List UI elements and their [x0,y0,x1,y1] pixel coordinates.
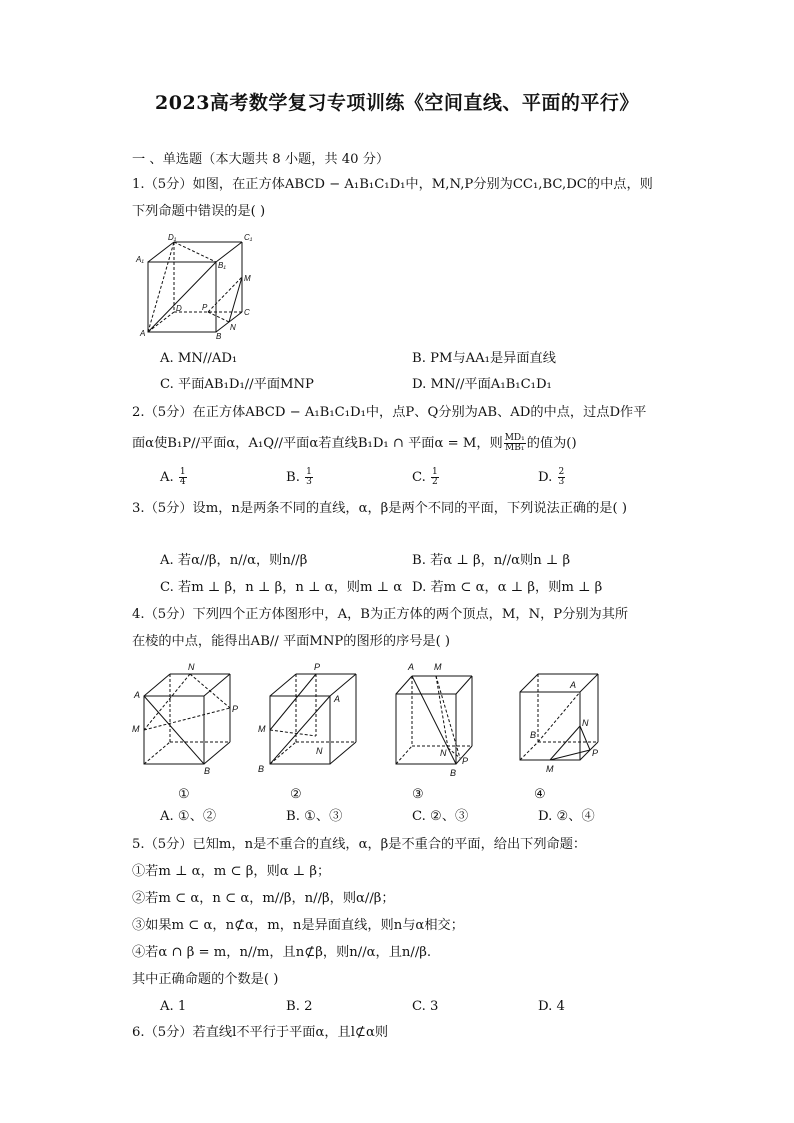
fig2-label-n: N [316,746,323,756]
q4-cube-figure-4 [510,664,610,778]
q5-item-1: ①若m ⊥ α，m ⊂ β，则α ⊥ β； [132,864,331,879]
q1-label-p: P [202,303,208,312]
q1-option-b: B. PM与AA₁是异面直线 [412,351,556,366]
q2-stem-line1: 2.（5分）在正方体ABCD − A₁B₁C₁D₁中，点P、Q分别为AB、AD的中点，过点D作平 [132,405,647,420]
q4-cube-figure-2 [256,660,366,778]
q1-stem-line2: 下列命题中错误的是( ) [132,204,266,219]
fig3-label-m: M [434,662,442,672]
fig4-label-m: M [546,764,554,774]
q1-option-a: A. MN//AD₁ [160,351,238,366]
q5-option-a: A. 1 [160,999,187,1014]
q1-stem-line1: 1.（5分）如图，在正方体ABCD − A₁B₁C₁D₁中，M,N,P分别为CC₁,BC,DC的中点，则 [132,177,653,192]
section-heading: 一 、单选题（本大题共 8 小题，共 40 分） [132,152,390,167]
q1-label-a: A [140,329,146,338]
q1-label-m: M [244,274,251,283]
fig3-label-b: B [450,768,457,778]
q4-stem-line1: 4.（5分）下列四个正方体图形中，A，B为正方体的两个顶点，M，N，P分别为其所 [132,607,629,622]
q1-label-c: C [244,308,250,317]
q2-ratio-fraction [504,434,526,453]
q4-option-a: A. ①、② [160,809,217,824]
option-fraction [558,468,566,487]
option-label: C. [412,470,426,485]
q4-stem-line2: 在棱的中点，能得出AB// 平面MNP的图形的序号是( ) [132,634,451,649]
q3-option-b: B. 若α ⊥ β，n//α则n ⊥ β [412,553,571,568]
fraction-numerator: 2 [558,467,565,477]
fig3-label-a: A [408,662,415,672]
q5-option-b: B. 2 [286,999,313,1014]
q4-fig-number-1: ① [178,787,190,802]
fig2-label-m: M [258,724,266,734]
fig1-label-p: P [232,704,239,714]
fig4-label-n: N [582,718,589,728]
fig2-label-b: B [258,764,265,774]
fig1-label-a: A [134,690,141,700]
option-fraction [179,468,187,487]
q1-label-b: B [216,332,222,340]
q4-fig-number-4: ④ [534,787,546,802]
q4-fig-number-2: ② [290,787,302,802]
q3-stem: 3.（5分）设m，n是两条不同的直线，α，β是两个不同的平面，下列说法正确的是( ) [132,501,627,516]
q5-option-d: D. 4 [538,999,565,1014]
q5-question: 其中正确命题的个数是( ) [132,972,279,987]
fig3-label-p: P [462,756,469,766]
page-title: 2023高考数学复习专项训练《空间直线、平面的平行》 [155,92,639,114]
fraction-numerator: MD₁ [504,433,525,443]
fraction-numerator: 1 [432,467,438,477]
q3-option-c: C. 若m ⊥ β，n ⊥ β，n ⊥ α，则m ⊥ α [160,580,403,595]
fig4-label-p: P [592,748,599,758]
q1-option-c: C. 平面AB₁D₁//平面MNP [160,377,314,392]
fig4-label-b: B [530,730,537,740]
fraction-denominator: 3 [558,477,565,487]
q4-option-b: B. ①、③ [286,809,343,824]
q6-stem: 6.（5分）若直线l不平行于平面α，且l⊄α则 [132,1025,389,1040]
q5-item-4: ④若α ∩ β = m，n//m，且n⊄β，则n//α，且n//β. [132,945,432,960]
option-fraction [305,468,313,487]
fig1-label-n: N [188,662,195,672]
q1-label-c1: C₁ [244,233,253,242]
q4-cube-figure-1 [130,660,245,778]
q1-label-d1: D₁ [168,233,177,242]
q4-cube-figure-3 [386,658,486,780]
option-label: D. [538,470,553,485]
fraction-numerator: 1 [306,467,312,477]
q1-label-b1: B₁ [218,261,226,270]
q5-stem: 5.（5分）已知m，n是不重合的直线，α，β是不重合的平面，给出下列命题： [132,837,587,852]
fraction-denominator: 2 [432,477,438,487]
q4-fig-number-3: ③ [412,787,424,802]
q2-stem-line2 [132,434,577,453]
q1-option-d: D. MN//平面A₁B₁C₁D₁ [412,377,552,392]
fig2-label-p: P [314,662,321,672]
option-fraction [431,468,439,487]
q4-option-c: C. ②、③ [412,809,469,824]
q3-option-d: D. 若m ⊂ α，α ⊥ β，则m ⊥ β [412,580,603,595]
q2-option-b [286,468,314,487]
q4-option-d: D. ②、④ [538,809,595,824]
q1-cube-figure [134,232,256,340]
q2-option-d [538,468,566,487]
fig1-label-m: M [132,724,140,734]
q5-option-c: C. 3 [412,999,439,1014]
fig3-label-n: N [440,748,447,758]
fraction-denominator: 4 [179,477,186,487]
fraction-numerator: 1 [179,467,186,477]
q1-label-a1: A₁ [136,255,144,264]
option-label: A. [160,470,174,485]
q2-option-a [160,468,188,487]
q2-stem-part1: 面α使B₁P//平面α，A₁Q//平面α若直线B₁D₁ ∩ 平面α = M，则 [132,436,503,451]
q3-option-a: A. 若α//β，n//α，则n//β [160,553,308,568]
q1-label-n: N [230,323,236,332]
option-label: B. [286,470,300,485]
fraction-denominator: 3 [306,477,312,487]
q1-label-d: D [176,304,182,313]
fig1-label-b: B [204,766,211,776]
q2-option-c [412,468,440,487]
q5-item-2: ②若m ⊂ α，n ⊂ α，m//β，n//β，则α//β； [132,891,395,906]
fraction-denominator: MB₁ [505,443,525,453]
fig2-label-a: A [334,694,341,704]
q5-item-3: ③如果m ⊂ α，n⊄α，m，n是异面直线，则n与α相交； [132,918,464,933]
q2-stem-part2: 的值为() [526,436,577,451]
fig4-label-a: A [570,680,577,690]
